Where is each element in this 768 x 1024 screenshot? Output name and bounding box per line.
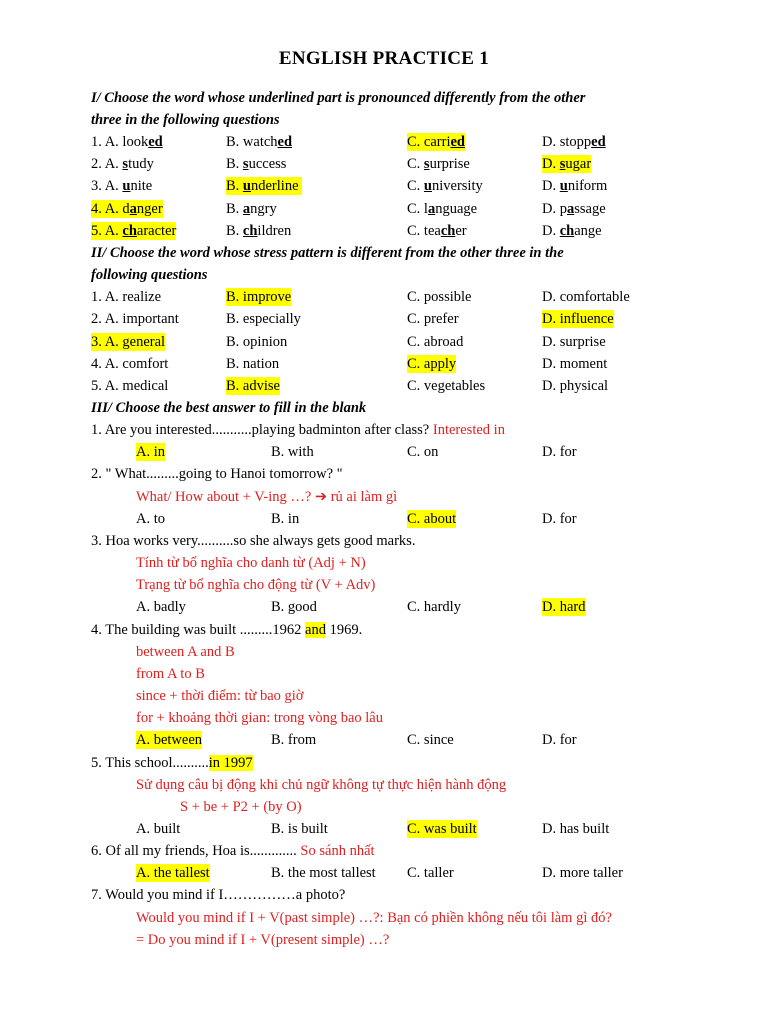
section2-heading-cont: following questions [91,267,208,283]
question-7: 7. Would you mind if I……………a photo? [91,887,346,903]
section1-heading-cont: three in the following questions [91,112,280,128]
question-2: 2. " What.........going to Hanoi tomorrow? " [91,466,343,482]
section1-heading: I/ Choose the word whose underlined part is pronounced differently from the other [91,90,586,106]
question-4: 4. The building was built .........1962 and 1969. [91,622,363,638]
question-6-note: So sánh nhất [300,843,375,859]
page-title: ENGLISH PRACTICE 1 [278,48,490,69]
section3-heading: III/ Choose the best answer to fill in the blank [91,400,367,416]
question-7-note-1: Would you mind if I + V(past simple) …?: Bạn có phiền không nếu tôi làm gì đó? [136,910,612,926]
question-5: 5. This school..........in 1997 [91,755,253,771]
question-3-note-1: Tính từ bổ nghĩa cho danh từ (Adj + N) [136,555,366,571]
question-4-note-2: from A to B [136,666,205,682]
question-4-note-3: since + thời điểm: từ bao giờ [136,688,304,704]
question-4-note-1: between A and B [136,644,235,660]
question-5-note-2: S + be + P2 + (by O) [180,799,302,815]
question-1: 1. Are you interested...........playing badminton after class? Interested in [91,422,505,438]
question-3-note-2: Trạng từ bổ nghĩa cho động từ (V + Adv) [136,577,376,593]
question-7-note-2: = Do you mind if I + V(present simple) …? [136,932,390,948]
question-3: 3. Hoa works very..........so she always gets good marks. [91,533,416,549]
question-2-note: What/ How about + V-ing …? ➔ rủ ai làm gì [136,489,398,505]
question-6: 6. Of all my friends, Hoa is............. So sánh nhất [91,843,375,859]
document-page: ENGLISH PRACTICE 1 I/ Choose the word whose underlined part is pronounced differently from the other three in the following questions 1. A. looked B. watched C. carried D. stopped 2. A. study B. success C. surprise D. sugar 3. A. unite B. underline C. university D. uniform 4. A. danger B. angry C. language D. passage 5. A. character B. children C. teacher D. change II/ Choose the word whose stress pattern is different from the other three in the following questions 1. A. realize B. improve C. possible D. comfortable 2. A. important B. especially C. prefer D. influence 3. A. general B. opinion C. abroad D. surprise 4. A. comfort B. nation C. apply D. moment 5. A. medical B. advise C. vegetables D. physical III/ Choose the best answer to fill in the blank 1. Are you interested...........playing badminton after class? Interested in A. in B. with C. on D. for 2. " What.........going to Hanoi tomorrow? " What/ How about + V-ing …? ➔ rủ ai làm gì A. to B. in C. about D. for 3. Hoa works very..........so she always gets good marks. Tính từ bổ nghĩa cho danh từ (Adj + N) Trạng từ bổ nghĩa cho động từ (V + Adv) A. badly B. good C. hardly D. hard 4. The building was built .........1962 and 1969. between A and B from A to B since + thời điểm: từ bao giờ for + khoảng thời gian: trong vòng bao lâu A. between B. from C. since D. for 5. This school..........in 1997 Sử dụng câu bị động khi chủ ngữ không tự thực hiện hành động S + be + P2 + (by O) A. built B. is built C. was built D. has built 6. Of all my friends, Hoa is............. So sánh nhất A. the tallest B. the most tallest C. taller D. more taller 7. Would you mind if I……………a photo? Would you mind if I + V(past simple) …?: Bạn có phiền không nếu tôi làm gì đó? = Do you mind if I + V(present simple) …? [0,0,768,1024]
section2-heading: II/ Choose the word whose stress pattern is different from the other three in the [91,245,564,261]
question-1-note: Interested in [432,422,505,438]
question-4-note-4: for + khoảng thời gian: trong vòng bao lâu [136,710,383,726]
question-5-note-1: Sử dụng câu bị động khi chủ ngữ không tự thực hiện hành động [136,777,507,793]
